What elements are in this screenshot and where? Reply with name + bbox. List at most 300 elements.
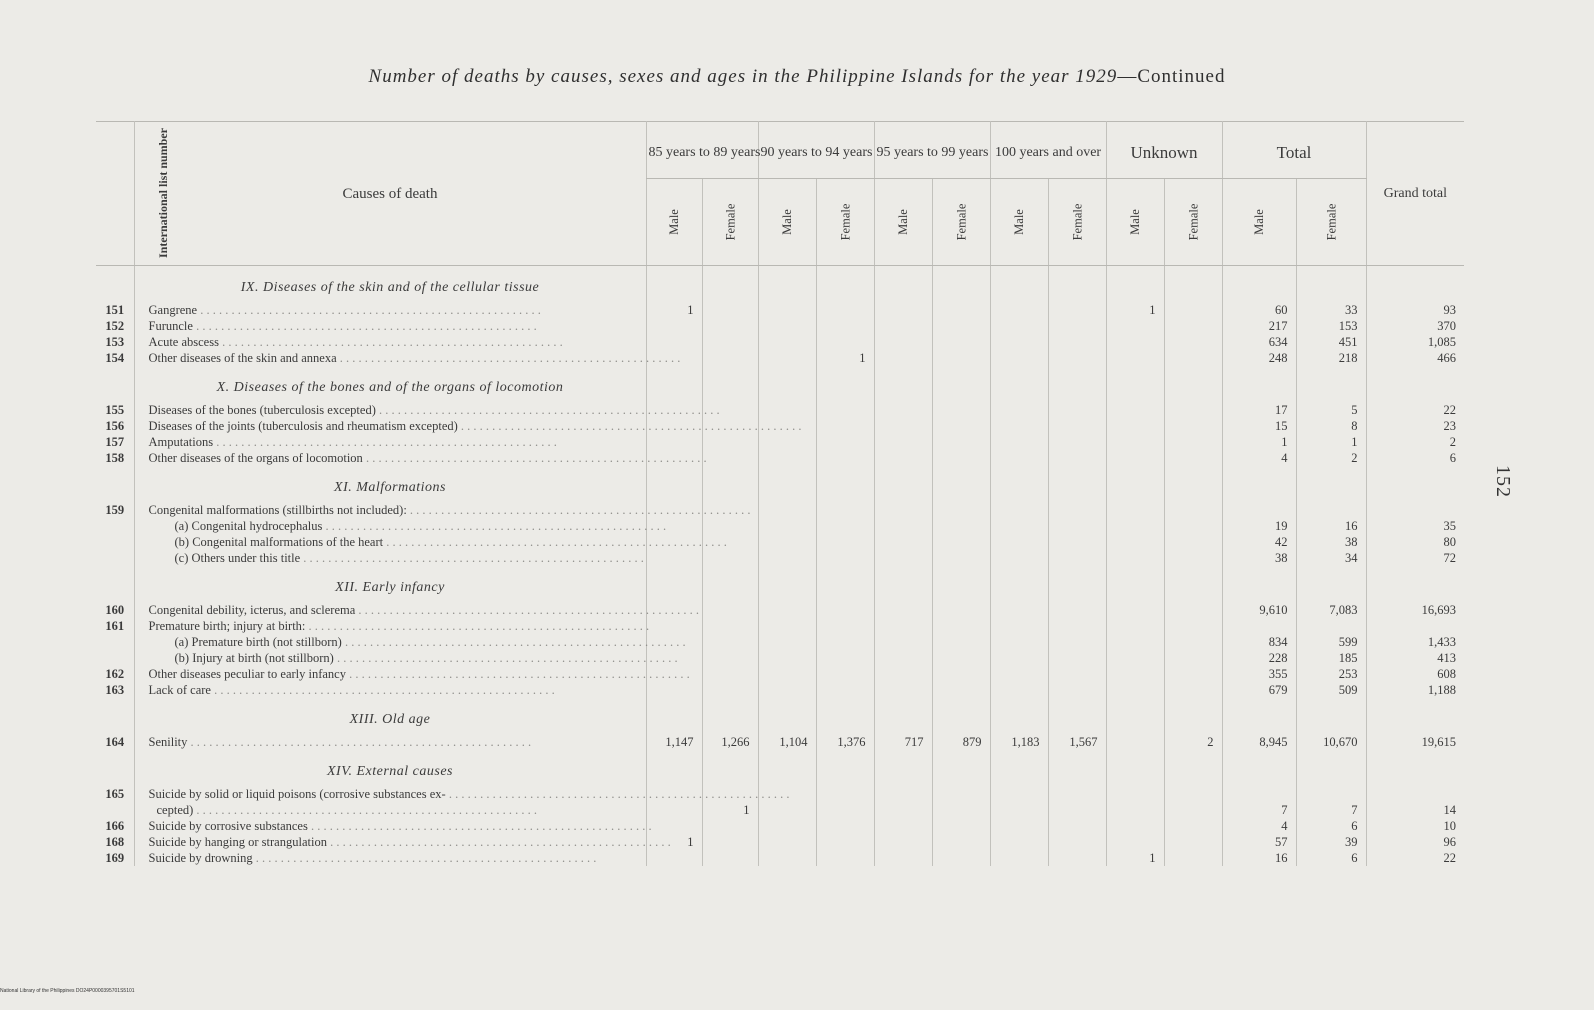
deaths-table	[96, 121, 1464, 866]
cell-value: 22	[1366, 850, 1464, 866]
cell-value	[702, 450, 758, 466]
cell-value	[990, 418, 1048, 434]
section-title: XII. Early infancy	[134, 566, 646, 602]
cause-of-death: (a) Premature birth (not stillborn) . . . . . . . . . . . . . . . . . . . . . . . . . . . . . . . . . . . . . . . . . . . . . . . . . . . . . . .	[134, 634, 646, 650]
cell-value	[1048, 334, 1106, 350]
cell-value	[758, 534, 816, 550]
cell-value: 1	[1296, 434, 1366, 450]
cell-value	[758, 834, 816, 850]
cell-value	[1164, 818, 1222, 834]
cell-value: 1,266	[702, 734, 758, 750]
cell-value: 879	[932, 734, 990, 750]
cell-value: 1	[1106, 302, 1164, 318]
cell-value	[816, 450, 874, 466]
cell-value	[1106, 602, 1164, 618]
cell-value	[990, 318, 1048, 334]
cell-value: 35	[1366, 518, 1464, 534]
cell-value	[1164, 682, 1222, 698]
cell-value	[990, 834, 1048, 850]
male-header: Male	[758, 179, 816, 266]
cell-value	[1048, 634, 1106, 650]
table-row	[96, 518, 1464, 534]
cell-value	[990, 602, 1048, 618]
cell-value	[646, 318, 702, 334]
male-header: Male	[646, 179, 702, 266]
cell-value	[1048, 602, 1106, 618]
table-row	[96, 502, 1464, 518]
cell-value: 370	[1366, 318, 1464, 334]
cell-value	[932, 350, 990, 366]
table-row	[96, 302, 1464, 318]
female-header: Female	[1048, 179, 1106, 266]
cell-value: 15	[1222, 418, 1296, 434]
cause-of-death: cepted) . . . . . . . . . . . . . . . . . . . . . . . . . . . . . . . . . . . . . . . . . . . . . . . . . . . . . . .	[134, 802, 646, 818]
list-number: 156	[105, 418, 125, 433]
list-number	[96, 802, 134, 818]
section-title: IX. Diseases of the skin and of the cellular tissue	[134, 266, 646, 303]
list-number: 154	[105, 350, 125, 365]
cell-value	[758, 850, 816, 866]
male-header: Male	[1222, 179, 1296, 266]
cell-value	[874, 402, 932, 418]
table-row	[96, 318, 1464, 334]
cell-value	[932, 502, 990, 518]
cell-value	[758, 350, 816, 366]
cell-value	[646, 850, 702, 866]
cell-value	[1164, 850, 1222, 866]
cell-value	[1164, 318, 1222, 334]
cell-value	[1048, 402, 1106, 418]
cell-value: 1,085	[1366, 334, 1464, 350]
list-number: 164	[105, 734, 125, 749]
cell-value	[1366, 618, 1464, 634]
cell-value	[816, 318, 874, 334]
list-number	[96, 518, 134, 534]
cell-value	[1106, 318, 1164, 334]
group-header: 90 years to 94 years	[758, 122, 874, 179]
section-row	[96, 566, 1464, 602]
table-row	[96, 618, 1464, 634]
cell-value	[1048, 302, 1106, 318]
list-number: 161	[105, 618, 125, 633]
cell-value	[816, 650, 874, 666]
cell-value	[874, 634, 932, 650]
cell-value: 16	[1296, 518, 1366, 534]
list-number: 162	[105, 666, 125, 681]
cell-value: 19,615	[1366, 734, 1464, 750]
cell-value	[1164, 666, 1222, 682]
list-number: 153	[105, 334, 125, 349]
cell-value: 834	[1222, 634, 1296, 650]
table-row	[96, 334, 1464, 350]
cell-value	[702, 834, 758, 850]
section-row	[96, 266, 1464, 303]
cell-value	[874, 602, 932, 618]
cell-value	[932, 318, 990, 334]
cell-value: 23	[1366, 418, 1464, 434]
female-header: Female	[1296, 179, 1366, 266]
cell-value	[702, 518, 758, 534]
section-title: XIV. External causes	[134, 750, 646, 786]
male-header: Male	[990, 179, 1048, 266]
cell-value	[816, 786, 874, 802]
cell-value: 1,147	[646, 734, 702, 750]
cell-value	[874, 318, 932, 334]
cell-value	[990, 534, 1048, 550]
cell-value	[932, 618, 990, 634]
cell-value	[758, 602, 816, 618]
cell-value	[874, 434, 932, 450]
cell-value: 153	[1296, 318, 1366, 334]
list-number: 160	[105, 602, 125, 617]
cell-value	[702, 318, 758, 334]
cell-value: 9,610	[1222, 602, 1296, 618]
cell-value	[1106, 502, 1164, 518]
cell-value	[990, 402, 1048, 418]
cell-value	[1164, 802, 1222, 818]
cause-of-death: Congenital malformations (stillbirths not included): . . . . . . . . . . . . . . . . . . . . . . . . . . . . . . . . . . . . . . . . . . . . . . . . . . . . . . .	[134, 502, 646, 518]
cell-value: 10	[1366, 818, 1464, 834]
cell-value	[1164, 418, 1222, 434]
cause-of-death: Lack of care . . . . . . . . . . . . . . . . . . . . . . . . . . . . . . . . . . . . . . . . . . . . . . . . . . . . . . .	[134, 682, 646, 698]
group-header: 95 years to 99 years	[874, 122, 990, 179]
cell-value	[816, 550, 874, 566]
cell-value	[1106, 450, 1164, 466]
cell-value	[932, 450, 990, 466]
cell-value: 7,083	[1296, 602, 1366, 618]
cell-value	[874, 618, 932, 634]
cause-of-death: Other diseases of the organs of locomotion . . . . . . . . . . . . . . . . . . . . . . . . . . . . . . . . . . . . . . . . . . . . . . . . . . . . . . .	[134, 450, 646, 466]
cell-value: 5	[1296, 402, 1366, 418]
table-row	[96, 834, 1464, 850]
cell-value	[702, 818, 758, 834]
cell-value	[932, 302, 990, 318]
section-row	[96, 366, 1464, 402]
cell-value: 1,183	[990, 734, 1048, 750]
cell-value	[1106, 682, 1164, 698]
cell-value	[758, 666, 816, 682]
cell-value: 1,376	[816, 734, 874, 750]
cell-value	[758, 302, 816, 318]
cell-value	[874, 850, 932, 866]
cell-value	[1106, 418, 1164, 434]
list-number: 152	[105, 318, 125, 333]
cell-value: 1,433	[1366, 634, 1464, 650]
cell-value	[816, 334, 874, 350]
cell-value	[1048, 850, 1106, 866]
cell-value	[702, 850, 758, 866]
cause-of-death: Diseases of the joints (tuberculosis and rheumatism excepted) . . . . . . . . . . . . . . . . . . . . . . . . . . . . . . . . . . . . . . . . . . . . . . . . . . . . . . .	[134, 418, 646, 434]
cell-value: 10,670	[1296, 734, 1366, 750]
list-number	[96, 650, 134, 666]
cell-value	[932, 402, 990, 418]
cell-value	[816, 682, 874, 698]
cell-value	[932, 434, 990, 450]
cell-value	[646, 618, 702, 634]
list-number: 155	[105, 402, 125, 417]
section-title: XI. Malformations	[134, 466, 646, 502]
cell-value	[816, 666, 874, 682]
cell-value	[874, 534, 932, 550]
group-header: Unknown	[1106, 122, 1222, 179]
cell-value	[1366, 786, 1464, 802]
cell-value	[1164, 786, 1222, 802]
cell-value	[646, 802, 702, 818]
list-number: 151	[105, 302, 125, 317]
cell-value	[702, 634, 758, 650]
cell-value: 679	[1222, 682, 1296, 698]
cell-value	[1106, 350, 1164, 366]
cell-value	[874, 334, 932, 350]
cell-value	[758, 818, 816, 834]
cell-value	[990, 682, 1048, 698]
cell-value: 451	[1296, 334, 1366, 350]
table-row	[96, 802, 1464, 818]
cell-value	[932, 634, 990, 650]
cell-value	[758, 550, 816, 566]
cell-value	[990, 850, 1048, 866]
cell-value: 42	[1222, 534, 1296, 550]
cell-value	[1048, 618, 1106, 634]
cell-value	[702, 682, 758, 698]
cell-value: 608	[1366, 666, 1464, 682]
cell-value	[932, 550, 990, 566]
cell-value: 33	[1296, 302, 1366, 318]
cell-value	[1048, 666, 1106, 682]
cell-value: 218	[1296, 350, 1366, 366]
cell-value: 7	[1222, 802, 1296, 818]
cell-value	[1222, 618, 1296, 634]
cell-value	[1048, 650, 1106, 666]
cell-value	[816, 618, 874, 634]
cell-value	[1048, 418, 1106, 434]
cell-value	[646, 334, 702, 350]
cell-value	[1048, 786, 1106, 802]
cell-value: 22	[1366, 402, 1464, 418]
page-title: Number of deaths by causes, sexes and ages in the Philippine Islands for the year 1929—Continued	[368, 66, 1226, 87]
cell-value	[1106, 734, 1164, 750]
cell-value	[932, 534, 990, 550]
table-row	[96, 650, 1464, 666]
table-row	[96, 786, 1464, 802]
cell-value	[1164, 618, 1222, 634]
cell-value	[1048, 534, 1106, 550]
cell-value	[932, 518, 990, 534]
table-row	[96, 550, 1464, 566]
cell-value	[1106, 434, 1164, 450]
cell-value	[816, 402, 874, 418]
cell-value	[874, 550, 932, 566]
cell-value	[932, 650, 990, 666]
cell-value	[1048, 682, 1106, 698]
cell-value	[816, 850, 874, 866]
cell-value	[816, 602, 874, 618]
cell-value: 38	[1222, 550, 1296, 566]
section-title: XIII. Old age	[134, 698, 646, 734]
cause-of-death: Premature birth; injury at birth: . . . . . . . . . . . . . . . . . . . . . . . . . . . . . . . . . . . . . . . . . . . . . . . . . . . . . . .	[134, 618, 646, 634]
cause-of-death: (c) Others under this title . . . . . . . . . . . . . . . . . . . . . . . . . . . . . . . . . . . . . . . . . . . . . . . . . . . . . . .	[134, 550, 646, 566]
cell-value: 599	[1296, 634, 1366, 650]
cell-value: 1	[646, 302, 702, 318]
cell-value	[874, 350, 932, 366]
table-row	[96, 350, 1464, 366]
cell-value	[990, 666, 1048, 682]
cause-of-death: Other diseases peculiar to early infancy . . . . . . . . . . . . . . . . . . . . . . . . . . . . . . . . . . . . . . . . . . . . . . . . . . . . . . .	[134, 666, 646, 682]
cell-value: 2	[1164, 734, 1222, 750]
cell-value	[1222, 786, 1296, 802]
cell-value	[758, 402, 816, 418]
cell-value	[874, 518, 932, 534]
cell-value	[816, 502, 874, 518]
cell-value	[758, 434, 816, 450]
table-row	[96, 434, 1464, 450]
cell-value	[932, 666, 990, 682]
cell-value	[990, 502, 1048, 518]
female-header: Female	[702, 179, 758, 266]
footer-note: National Library of the Philippines DO24P0000395701S5101	[0, 988, 135, 994]
cell-value	[816, 802, 874, 818]
cell-value: 4	[1222, 450, 1296, 466]
cell-value	[990, 450, 1048, 466]
cell-value: 1,188	[1366, 682, 1464, 698]
cell-value: 38	[1296, 534, 1366, 550]
cell-value	[1106, 802, 1164, 818]
cell-value	[932, 786, 990, 802]
cell-value: 1	[702, 802, 758, 818]
cell-value	[646, 682, 702, 698]
list-number	[96, 634, 134, 650]
cause-of-death: Senility . . . . . . . . . . . . . . . . . . . . . . . . . . . . . . . . . . . . . . . . . . . . . . . . . . . . . . .	[134, 734, 646, 750]
list-number: 163	[105, 682, 125, 697]
cell-value	[990, 550, 1048, 566]
cause-of-death: Congenital debility, icterus, and sclerema . . . . . . . . . . . . . . . . . . . . . . . . . . . . . . . . . . . . . . . . . . . . . . . . . . . . . . .	[134, 602, 646, 618]
cell-value	[874, 802, 932, 818]
cell-value: 17	[1222, 402, 1296, 418]
cell-value: 34	[1296, 550, 1366, 566]
cell-value	[874, 834, 932, 850]
cell-value	[990, 786, 1048, 802]
cell-value: 1	[1106, 850, 1164, 866]
cause-of-death: (b) Injury at birth (not stillborn) . . . . . . . . . . . . . . . . . . . . . . . . . . . . . . . . . . . . . . . . . . . . . . . . . . . . . . .	[134, 650, 646, 666]
cell-value	[932, 850, 990, 866]
male-header: Male	[874, 179, 932, 266]
cell-value	[1048, 834, 1106, 850]
cell-value	[1048, 518, 1106, 534]
cell-value: 4	[1222, 818, 1296, 834]
cell-value	[758, 318, 816, 334]
list-number: 166	[105, 818, 125, 833]
cell-value: 634	[1222, 334, 1296, 350]
cell-value	[874, 502, 932, 518]
cell-value	[1164, 634, 1222, 650]
cell-value: 1	[816, 350, 874, 366]
cell-value	[816, 834, 874, 850]
cell-value: 6	[1296, 850, 1366, 866]
cell-value	[990, 618, 1048, 634]
cell-value	[990, 802, 1048, 818]
cell-value	[1048, 434, 1106, 450]
section-row	[96, 698, 1464, 734]
cell-value	[1106, 634, 1164, 650]
cell-value	[816, 818, 874, 834]
cause-of-death: Suicide by drowning . . . . . . . . . . . . . . . . . . . . . . . . . . . . . . . . . . . . . . . . . . . . . . . . . . . . . . .	[134, 850, 646, 866]
cell-value	[1366, 502, 1464, 518]
cell-value	[1164, 334, 1222, 350]
cell-value	[758, 802, 816, 818]
cell-value	[932, 334, 990, 350]
cell-value: 80	[1366, 534, 1464, 550]
cell-value	[646, 818, 702, 834]
cell-value	[874, 450, 932, 466]
cause-of-death: Amputations . . . . . . . . . . . . . . . . . . . . . . . . . . . . . . . . . . . . . . . . . . . . . . . . . . . . . . .	[134, 434, 646, 450]
table-row	[96, 734, 1464, 750]
cell-value: 2	[1366, 434, 1464, 450]
cell-value	[702, 434, 758, 450]
grand-total-header: Grand total	[1366, 122, 1464, 266]
cell-value: 355	[1222, 666, 1296, 682]
cell-value	[990, 434, 1048, 450]
cell-value	[990, 818, 1048, 834]
female-header: Female	[932, 179, 990, 266]
cell-value	[816, 302, 874, 318]
cell-value	[1106, 818, 1164, 834]
cell-value	[1164, 534, 1222, 550]
table-row	[96, 534, 1464, 550]
list-number: 168	[105, 834, 125, 849]
cell-value	[1048, 550, 1106, 566]
list-number: 165	[105, 786, 125, 801]
cell-value	[990, 334, 1048, 350]
cell-value	[646, 550, 702, 566]
cell-value	[1164, 518, 1222, 534]
cell-value	[932, 802, 990, 818]
section-row	[96, 750, 1464, 786]
cell-value	[1106, 334, 1164, 350]
cell-value	[1106, 834, 1164, 850]
cell-value	[816, 434, 874, 450]
cell-value	[932, 818, 990, 834]
cell-value	[758, 334, 816, 350]
cell-value	[758, 682, 816, 698]
cell-value	[1296, 618, 1366, 634]
cell-value	[1164, 602, 1222, 618]
cell-value	[874, 650, 932, 666]
cell-value: 248	[1222, 350, 1296, 366]
cell-value	[646, 434, 702, 450]
cell-value	[1164, 502, 1222, 518]
cell-value	[816, 534, 874, 550]
cell-value	[1048, 802, 1106, 818]
cell-value	[1164, 550, 1222, 566]
cause-of-death: (a) Congenital hydrocephalus . . . . . . . . . . . . . . . . . . . . . . . . . . . . . . . . . . . . . . . . . . . . . . . . . . . . . . .	[134, 518, 646, 534]
table-row	[96, 682, 1464, 698]
cell-value	[874, 786, 932, 802]
cell-value	[1048, 450, 1106, 466]
cause-of-death: Suicide by solid or liquid poisons (corrosive substances ex- . . . . . . . . . . . . . . . . . . . . . . . . . . . . . . . . . . . . . . . . . . . . . . . . . . . . . . .	[134, 786, 646, 802]
cell-value	[1048, 818, 1106, 834]
cell-value	[1164, 402, 1222, 418]
cell-value: 1,104	[758, 734, 816, 750]
cause-of-death: Suicide by corrosive substances . . . . . . . . . . . . . . . . . . . . . . . . . . . . . . . . . . . . . . . . . . . . . . . . . . . . . . .	[134, 818, 646, 834]
cell-value: 2	[1296, 450, 1366, 466]
cause-of-death: Acute abscess . . . . . . . . . . . . . . . . . . . . . . . . . . . . . . . . . . . . . . . . . . . . . . . . . . . . . . .	[134, 334, 646, 350]
cell-value: 19	[1222, 518, 1296, 534]
cell-value: 57	[1222, 834, 1296, 850]
cell-value	[874, 418, 932, 434]
cell-value	[874, 666, 932, 682]
cell-value	[1048, 502, 1106, 518]
cell-value: 16,693	[1366, 602, 1464, 618]
